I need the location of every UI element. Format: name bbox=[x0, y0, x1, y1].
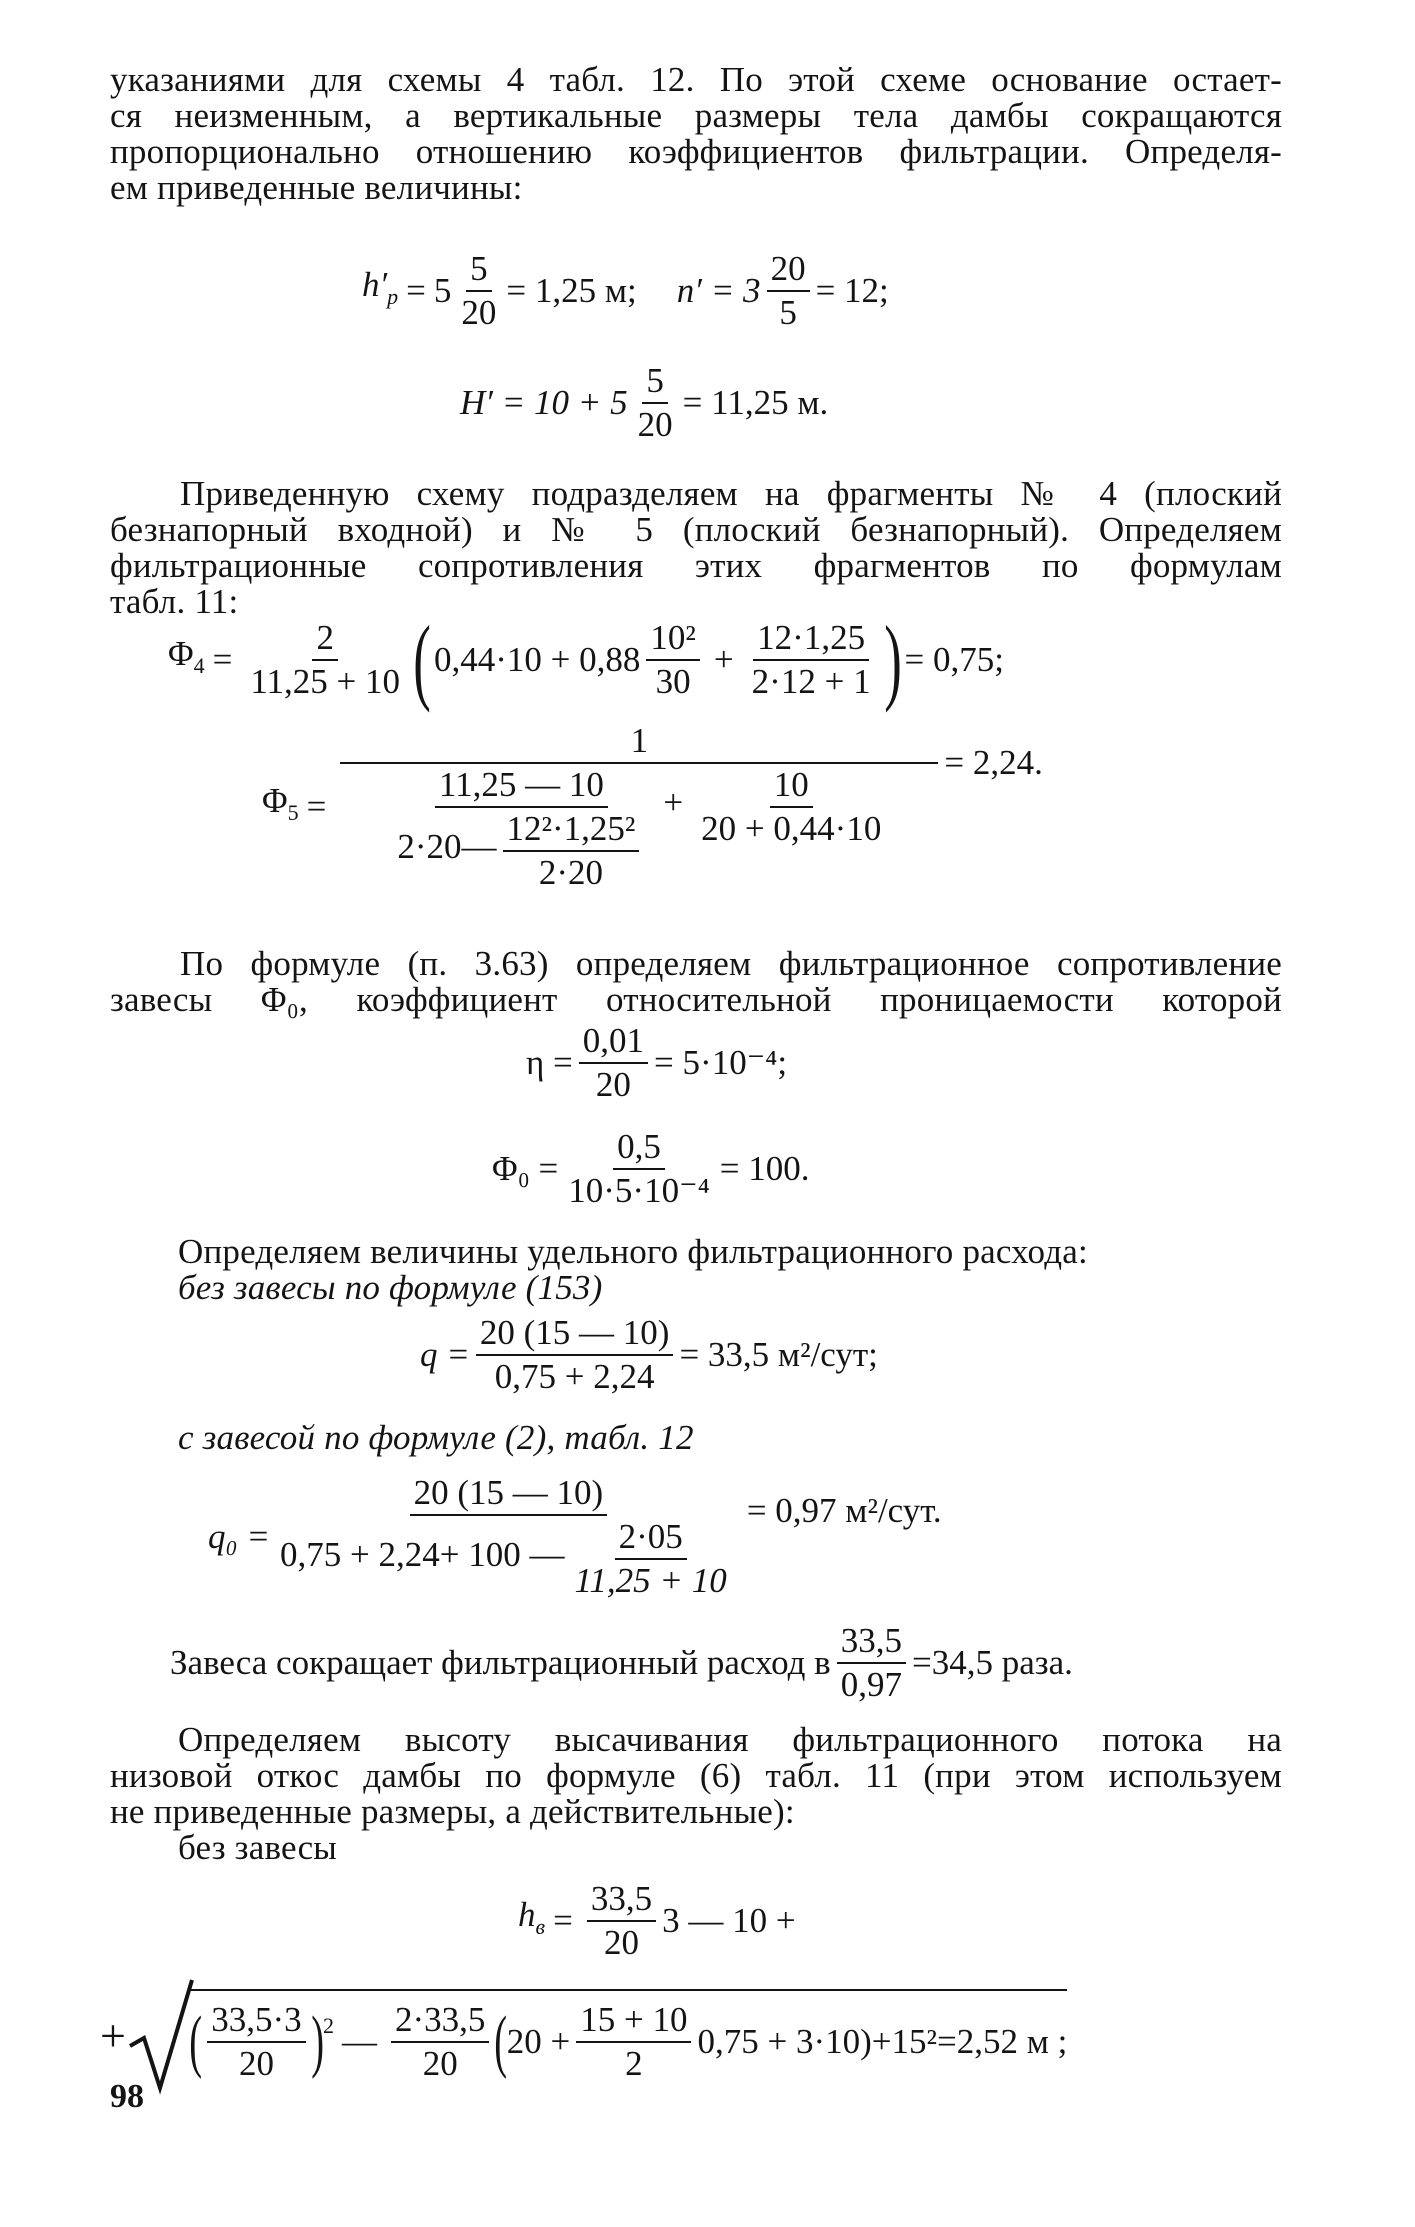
equation-h-n: $h'_р$ = 5 $\frac{5}{20}$ = 1,25 м; n′ = 3 $\frac{20}{5}$ = 12; bbox=[362, 249, 889, 332]
eq-term: 0,75 + 3·10)+15²=2,52 м ; bbox=[697, 2022, 1068, 2061]
fraction: $\frac{12\cdot 1,25}{2\cdot 12 + 1}$ bbox=[751, 618, 871, 701]
text-line: безнапорный входной) и № 5 (плоский безнапорный). Определяем bbox=[110, 510, 1282, 549]
eq-term: q₀ = bbox=[208, 1517, 271, 1556]
eq-term: 0,44·10 + 0,88 bbox=[434, 640, 641, 679]
eq-term: $h_в$ bbox=[518, 1895, 546, 1939]
eq-term: n′ = 3 bbox=[676, 271, 761, 310]
eq-term: Φ₀ = bbox=[492, 1149, 559, 1188]
equation-phi4: $\Phi_4$ = $\frac{2}{11,25 + 10}$ ( 0,44·10 + 0,88 $\frac{\text{10²}}{30}$ + $\frac{12\cdot 1,25}{2\cdot 12 + 1}$ ) = 0,75; bbox=[168, 606, 1005, 713]
fraction: $\frac{\text{10²}}{30}$ bbox=[646, 619, 700, 701]
equation-phi0 bbox=[492, 1128, 810, 1210]
paragraph-discharge bbox=[110, 1234, 1282, 1306]
eq-term: 3 — 10 + bbox=[662, 1901, 796, 1940]
text-line: ем приведенные величины: bbox=[110, 168, 523, 207]
fraction: $\frac{15 + 10}{2}$ bbox=[576, 2001, 691, 2083]
text-line: Приведенную схему подразделяем на фрагменты № 4 (плоский bbox=[180, 474, 1282, 513]
eq-term: = 0,97 м²/сут. bbox=[746, 1491, 942, 1530]
text-line: По формуле (п. 3.63) определяем фильтрационное сопротивление bbox=[180, 944, 1282, 983]
fraction: $\frac{2\cdot 33,5}{20}$ bbox=[391, 2001, 489, 2083]
eq-term: = 1,25 м; bbox=[506, 271, 637, 310]
eq-term: $\Phi_4$ bbox=[168, 634, 205, 678]
fraction: $\frac{33,5\cdot 3}{20}$ bbox=[207, 2001, 305, 2083]
eq-term: = 11,25 м. bbox=[682, 383, 829, 422]
text-line: Определяем величины удельного фильтрационного расхода: bbox=[178, 1232, 1088, 1271]
equation-H bbox=[460, 362, 828, 444]
fraction: $\frac{2\cdot 05}{11,25 + 10}$ bbox=[574, 1517, 727, 1600]
eq-term: = 33,5 м²/сут; bbox=[679, 1335, 878, 1374]
text-line: фильтрационные сопротивления этих фрагментов по формулам bbox=[110, 546, 1282, 585]
eq-term: = 0,75; bbox=[904, 640, 1005, 679]
text-line: табл. 11: bbox=[110, 582, 239, 621]
text-line: завесы Φ₀, коэффициент относительной проницаемости которой bbox=[110, 980, 1282, 1019]
text-line: ся неизменным, а вертикальные размеры тела дамбы сокращаются bbox=[110, 96, 1282, 135]
fraction: $\frac{33,5}{0,97}$ bbox=[837, 1622, 906, 1704]
text-line: указаниями для схемы 4 табл. 12. По этой схеме основание остает- bbox=[110, 60, 1282, 99]
equation-q bbox=[420, 1314, 878, 1396]
equation-q0 bbox=[208, 1474, 942, 1600]
eq-term: 20 + bbox=[506, 2022, 571, 2061]
paragraph-intro bbox=[110, 62, 1282, 206]
text-line: Определяем высоту высачивания фильтрационного потока на bbox=[178, 1720, 1282, 1759]
page-number: 98 bbox=[110, 2078, 144, 2115]
paragraph-curtain bbox=[110, 946, 1282, 1018]
fraction: $\frac{20 (15 — 10)}{0,75 + 2,24}$ bbox=[476, 1314, 674, 1396]
fraction: $\frac{5}{20}$ bbox=[637, 361, 673, 444]
text-line: без завесы bbox=[178, 1828, 338, 1867]
text-line: не приведенные размеры, а действительные): bbox=[110, 1792, 795, 1831]
square-root: ( $\frac{33,5\cdot 3}{20}$ ) $^2$ — $\frac{2\cdot 33,5}{20}$ ( 20 + $\frac{15 + 10}{2}$ 0,75 + 3·10)+15²=2,52 м ; bbox=[126, 1976, 1067, 2096]
fraction: $\frac{\text{12²·1,25²}}{2\cdot 20}$ bbox=[503, 810, 640, 892]
eq-term: = 12; bbox=[815, 271, 889, 310]
fraction: $\frac{0,01}{20}$ bbox=[579, 1022, 648, 1104]
eq-term: 5 bbox=[433, 271, 452, 310]
fraction: 1 11,25 — 10 2·20— $\frac{\text{12²·1,25²}}{2\cdot 20}$ + $\frac{10}{20 + 0,44\cdot 10}$ bbox=[340, 722, 938, 892]
fraction: 11,25 — 10 2·20— $\frac{\text{12²·1,25²}}{2\cdot 20}$ bbox=[393, 766, 649, 892]
equation-phi5: $\Phi_5$ = 1 11,25 — 10 2·20— $\frac{\text{12²·1,25²}}{2\cdot 20}$ + $\frac{10}{20 + 0,44\cdot 10}$ = 2,24. bbox=[262, 721, 1043, 892]
eq-term: $h'_р$ bbox=[362, 265, 399, 309]
text-line: =34,5 раза. bbox=[911, 1643, 1073, 1682]
eq-term: H′ = 10 + 5 bbox=[460, 383, 628, 422]
equation-hv: $h_в$ = $\frac{33,5}{20}$ 3 — 10 + bbox=[518, 1879, 796, 1962]
eq-term: q = bbox=[420, 1335, 470, 1374]
text-line: без завесы по формуле (153) bbox=[178, 1268, 603, 1307]
text-line: низовой откос дамбы по формуле (6) табл. 11 (при этом используем bbox=[110, 1756, 1282, 1795]
equation-eta bbox=[526, 1022, 787, 1104]
eq-term: = 2,24. bbox=[944, 743, 1043, 782]
equation-radical bbox=[100, 1976, 1067, 2096]
fraction: 20 (15 — 10) 0,75 + 2,24+ 100 — $\frac{2\cdot 05}{11,25 + 10}$ bbox=[276, 1474, 741, 1600]
fraction: $\frac{10}{20 + 0,44\cdot 10}$ bbox=[701, 765, 882, 848]
eq-term: = 5·10⁻⁴; bbox=[654, 1043, 788, 1082]
text-line: с завесой по формуле (2), табл. 12 bbox=[178, 1418, 694, 1457]
paragraph-seepage bbox=[110, 1722, 1282, 1866]
eq-term: $\Phi_5$ bbox=[262, 781, 299, 825]
paragraph-with-curtain bbox=[110, 1420, 1282, 1456]
fraction: $\frac{0,5}{\text{10·5·10⁻⁴}}$ bbox=[568, 1127, 710, 1210]
eq-term: = 100. bbox=[719, 1149, 810, 1188]
eq-term: + bbox=[100, 2010, 126, 2061]
paragraph-reduction bbox=[170, 1622, 1073, 1704]
fraction: $\frac{20}{5}$ bbox=[767, 250, 810, 332]
fraction: $\frac{2}{11,25 + 10}$ bbox=[250, 618, 401, 701]
fraction: $\frac{5}{20}$ bbox=[461, 249, 497, 332]
fraction: $\frac{33,5}{20}$ bbox=[587, 1880, 656, 1962]
paragraph-fragments bbox=[110, 476, 1282, 620]
text-line: Завеса сокращает фильтрационный расход в bbox=[170, 1643, 831, 1682]
eq-term: η = bbox=[526, 1043, 573, 1082]
text-line: пропорционально отношению коэффициентов фильтрации. Определя- bbox=[110, 132, 1282, 171]
